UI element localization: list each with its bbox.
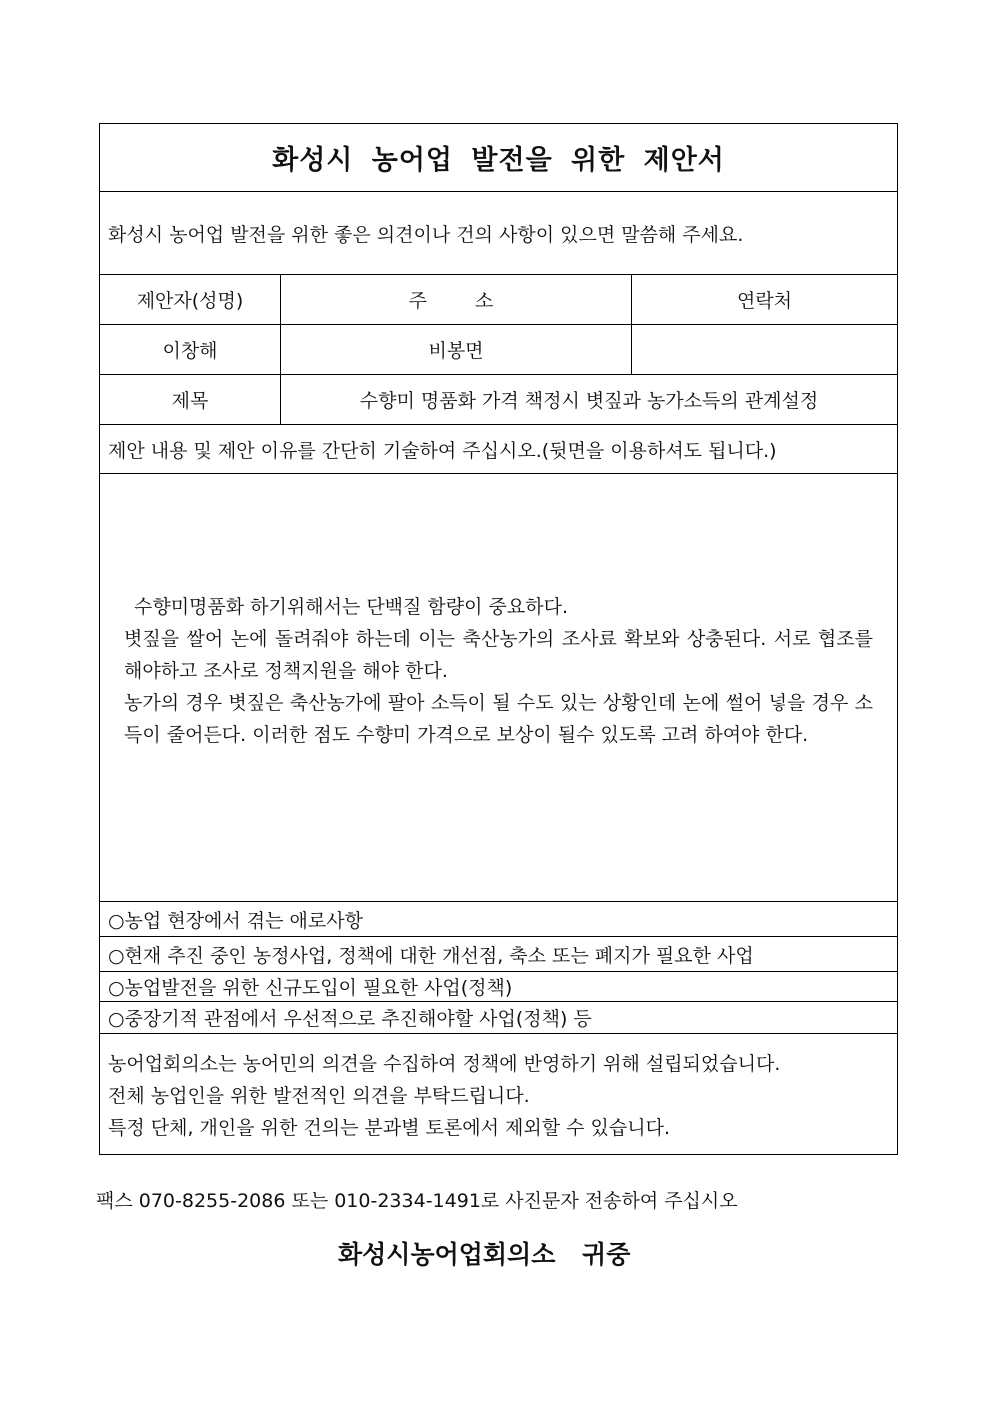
checklist-item: ○농업 현장에서 겪는 애로사항 <box>100 902 897 937</box>
closing-notes <box>100 1034 897 1154</box>
content-paragraph: 수향미명품화 하기위해서는 단백질 함량이 중요하다. <box>134 596 568 618</box>
closing-line: 농어업회의소는 농어민의 의견을 수집하여 정책에 반영하기 위해 설립되었습니다. <box>108 1053 781 1075</box>
proposer-header: 제안자(성명) <box>100 275 281 324</box>
content-paragraph: 볏짚을 쌀어 논에 돌려줘야 하는데 이는 축산농가의 조사료 확보와 상충된다. 서로 협조를 해야하고 조사로 정책지원을 해야 한다. <box>124 628 873 682</box>
proposal-content-area <box>100 474 897 902</box>
header-row <box>100 275 897 325</box>
recipient-footer: 화성시농어업회의소 귀중 <box>338 1240 631 1269</box>
checklist-item: ○중장기적 관점에서 우선적으로 추진해야할 사업(정책) 등 <box>100 1002 897 1034</box>
form-title: 화성시 농어업 발전을 위한 제안서 <box>100 124 897 192</box>
content-paragraph: 농가의 경우 볏짚은 축산농가에 팔아 소득이 될 수도 있는 상황인데 논에 썰어 넣을 경우 소득이 줄어든다. 이러한 점도 수향미 가격으로 보상이 될수 있도록 고려 하여야 한다. <box>124 692 873 746</box>
proposer-contact <box>632 325 897 374</box>
proposal-content <box>124 591 873 751</box>
content-instruction: 제안 내용 및 제안 이유를 간단히 기술하여 주십시오.(뒷면을 이용하셔도 됩니다.) <box>100 425 897 474</box>
closing-line: 전체 농업인을 위한 발전적인 의견을 부탁드립니다. <box>108 1085 530 1107</box>
checklist-item: ○현재 추진 중인 농정사업, 정책에 대한 개선점, 축소 또는 폐지가 필요한 사업 <box>100 937 897 972</box>
form-intro: 화성시 농어업 발전을 위한 좋은 의견이나 건의 사항이 있으면 말씀해 주세요. <box>100 192 897 275</box>
proposer-name: 이창해 <box>100 325 281 374</box>
contact-header: 연락처 <box>736 290 793 312</box>
subject-label: 제목 <box>100 375 281 424</box>
closing-line: 특정 단체, 개인을 위한 건의는 분과별 토론에서 제외할 수 있습니다. <box>108 1117 670 1139</box>
value-row <box>100 325 897 375</box>
proposal-form <box>99 123 898 1155</box>
address-header: 주 소 <box>281 275 632 324</box>
subject-row <box>100 375 897 425</box>
proposer-address: 비봉면 <box>281 325 632 374</box>
subject-value: 수향미 명품화 가격 책정시 볏짚과 농가소득의 관계설정 <box>359 390 819 412</box>
checklist-item: ○농업발전을 위한 신규도입이 필요한 사업(정책) <box>100 972 897 1002</box>
fax-instruction: 팩스 070-8255-2086 또는 010-2334-1491로 사진문자 전송하여 주십시오 <box>96 1190 738 1212</box>
